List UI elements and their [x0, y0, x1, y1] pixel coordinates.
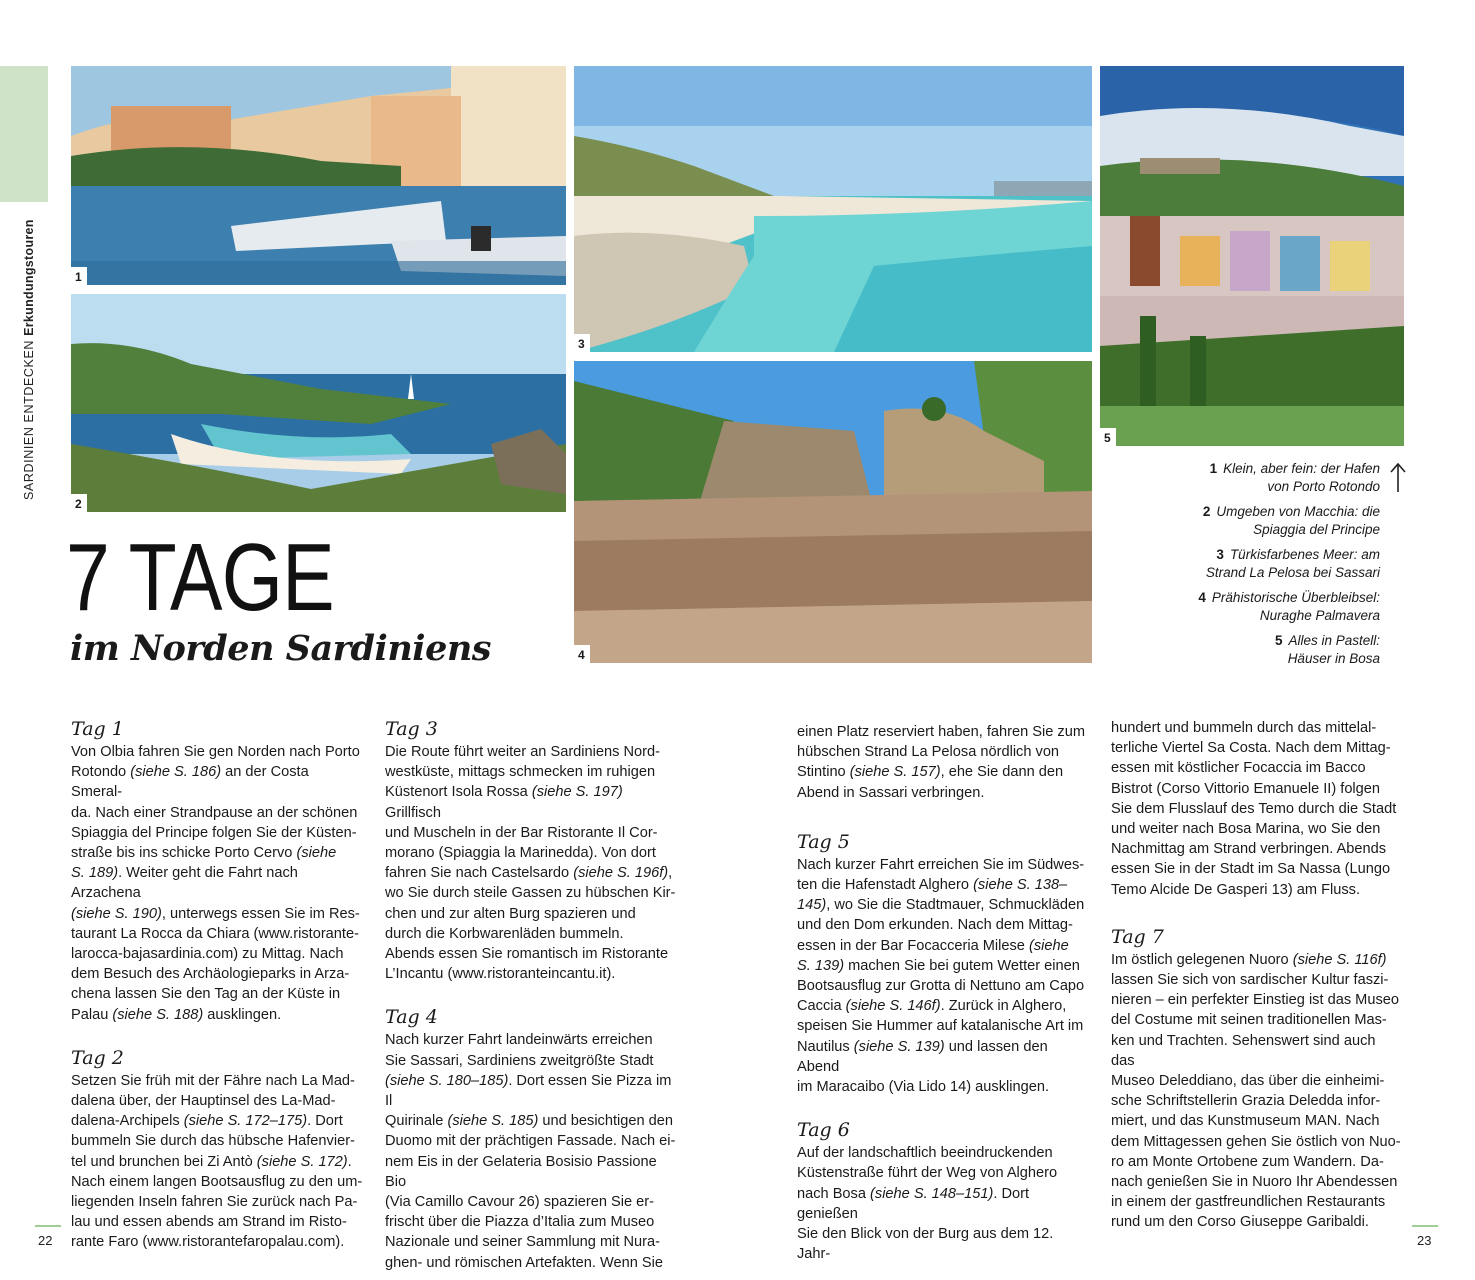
text-line — [797, 915, 1089, 935]
text-segment: Setzen Sie früh mit der Fähre nach La Mad- — [71, 1072, 355, 1089]
photo-bosa — [1100, 66, 1404, 446]
text-segment: bummeln Sie durch das hübsche Hafenvier- — [71, 1133, 355, 1150]
page-reference: (siehe S. 185) — [447, 1113, 539, 1130]
text-segment: ro am Monte Ortobene zum Wandern. Da- — [1111, 1153, 1384, 1170]
page-reference: (siehe S. 186) — [130, 764, 222, 781]
text-line — [71, 1172, 363, 1192]
text-segment: chena lassen Sie den Tag an der Küste in — [71, 986, 341, 1003]
text-line — [797, 1163, 1089, 1183]
text-line — [71, 803, 363, 823]
text-segment: larocca-bajasardinia.com) zu Mittag. Nach — [71, 946, 344, 963]
text-segment: tel und brunchen bei Zi Antò — [71, 1153, 257, 1170]
text-segment: einen Platz reserviert haben, fahren Sie zum — [797, 724, 1085, 740]
text-column-3 — [797, 722, 1089, 1264]
text-line — [1111, 799, 1403, 819]
text-segment: Rotondo — [71, 764, 131, 781]
day-heading: Tag 4 — [385, 1006, 438, 1029]
text-segment: wo Sie durch steile Gassen zu hübschen Kir- — [385, 885, 676, 902]
text-line — [797, 996, 1089, 1016]
text-segment: ghen- und römischen Artefakten. Wenn Sie — [385, 1254, 663, 1271]
text-segment: . Weiter geht die Fahrt nach Arzachena — [71, 865, 298, 902]
caption-text: Nuraghe Palmavera — [1259, 608, 1380, 623]
text-line — [71, 924, 363, 944]
text-line — [385, 1152, 677, 1192]
text-segment: Palau — [71, 1006, 113, 1023]
photo-number: 4 — [574, 645, 590, 663]
text-segment: rund um den Corso Giuseppe Garibaldi. — [1111, 1214, 1369, 1231]
page-reference: (siehe S. 190) — [71, 905, 162, 922]
chapter-color-tab — [0, 66, 48, 202]
text-segment: Museo Deleddiano, das über die einheimi- — [1111, 1073, 1385, 1090]
page-reference: (siehe S. 146f) — [845, 998, 941, 1015]
day-heading: Tag 6 — [797, 1119, 850, 1142]
text-segment: Abends essen Sie romantisch im Ristorante — [385, 946, 669, 963]
text-line — [71, 843, 363, 863]
text-segment: essen mit köstlicher Focaccia im Bacco — [1111, 760, 1366, 777]
text-segment: taurant La Rocca da Chiara (www.ristorante- — [71, 925, 359, 942]
page-number-right: 23 — [1417, 1233, 1432, 1248]
running-header — [22, 200, 42, 500]
text-line — [1111, 1111, 1403, 1131]
text-segment: L’Incantu (www.ristoranteincantu.it). — [385, 966, 616, 983]
text-segment: dalena über, der Hauptinsel des La-Mad- — [71, 1093, 336, 1110]
caption-text: Häuser in Bosa — [1287, 651, 1380, 666]
page-reference: (siehe S. 196f) — [573, 865, 669, 882]
photo-number: 5 — [1100, 428, 1116, 446]
text-segment: Von Olbia fahren Sie gen Norden nach Porto — [71, 744, 360, 760]
text-segment: . Zurück in Alghero, — [940, 998, 1067, 1015]
text-segment: speisen Sie Hummer auf katalanische Art im — [797, 1018, 1084, 1035]
text-segment: nach genießen Sie in Nuoro Ihr Abendessen — [1111, 1174, 1398, 1191]
text-line — [71, 1005, 363, 1025]
text-line — [385, 1051, 677, 1071]
text-segment: morano (Spiaggia la Marinedda). Von dort — [385, 845, 656, 862]
text-line — [797, 956, 1089, 976]
photo-number: 1 — [71, 267, 87, 285]
text-segment: Temo Alcide De Gasperi 13) am Fluss. — [1111, 881, 1360, 898]
text-line — [797, 783, 1089, 803]
text-line — [1111, 990, 1403, 1010]
text-segment: machen Sie bei gutem Wetter einen — [844, 957, 1080, 974]
text-line — [385, 843, 677, 863]
text-line — [797, 742, 1089, 762]
page-reference: (siehe S. 172–175) — [183, 1113, 308, 1130]
page-reference: S. 189) — [71, 865, 119, 882]
chapter-label: Erkundungstouren — [22, 219, 36, 336]
text-segment: Im östlich gelegenen Nuoro — [1111, 951, 1293, 968]
day-heading: Tag 7 — [1111, 925, 1164, 948]
text-line — [71, 944, 363, 964]
text-segment: Nach kurzer Fahrt landeinwärts erreichen — [385, 1032, 653, 1049]
text-segment: Caccia — [797, 998, 846, 1015]
text-segment: nem Eis in der Gelateria Bosisio Passione Bio — [385, 1153, 657, 1190]
text-segment: Nazionale und seiner Sammlung mit Nura- — [385, 1234, 660, 1251]
page-reference: (siehe S. 180–185) — [385, 1072, 509, 1089]
text-line — [71, 823, 363, 843]
text-segment: . Dort essen Sie Pizza im Il — [385, 1072, 672, 1110]
page-reference: (siehe — [1028, 937, 1069, 954]
caption-text: Spiaggia del Principe — [1253, 522, 1380, 537]
text-segment: Nach kurzer Fahrt erreichen Sie im Südwes- — [797, 856, 1085, 873]
text-segment: , — [668, 865, 673, 882]
photo-nuraghe-palmavera — [574, 361, 1092, 663]
text-segment: sche Schriftstellerin Grazia Deledda infor- — [1111, 1093, 1381, 1110]
page-reference: (siehe — [296, 845, 337, 862]
text-line — [1111, 970, 1403, 990]
text-column-4 — [1111, 718, 1403, 1233]
text-line — [385, 1232, 677, 1252]
text-line — [1111, 880, 1403, 900]
text-line — [385, 1192, 677, 1212]
text-segment: Grillfisch — [385, 804, 441, 821]
text-line — [385, 823, 677, 843]
caption-text: Alles in Pastell: — [1288, 633, 1380, 648]
text-segment: frischt über die Piazza d’Italia zum Museo — [385, 1214, 655, 1231]
text-segment: Sie dem Flusslauf des Temo durch die Stadt — [1111, 800, 1397, 817]
text-line — [1111, 779, 1403, 799]
page-reference: (siehe S. 172) — [256, 1153, 348, 1170]
page-reference: (siehe S. 157) — [849, 764, 941, 781]
text-segment: straße bis ins schicke Porto Cervo — [71, 845, 297, 862]
day-heading: Tag 1 — [71, 718, 124, 740]
text-segment: Stintino — [797, 764, 850, 781]
text-line — [385, 762, 677, 782]
text-segment: in einem der gastfreundlichen Restaurants — [1111, 1194, 1386, 1211]
caption-number: 4 — [1198, 590, 1206, 605]
caption-text: Prähistorische Überbleibsel: — [1211, 590, 1380, 605]
caption-number: 2 — [1202, 504, 1211, 519]
folio-accent — [35, 1225, 61, 1227]
text-line — [797, 1184, 1089, 1224]
page-reference: (siehe S. 148–151) — [870, 1185, 994, 1202]
page-number-left: 22 — [38, 1233, 53, 1248]
photo-captions — [1110, 460, 1380, 675]
text-segment: im Maracaibo (Via Lido 14) ausklingen. — [797, 1079, 1050, 1096]
photo-number: 2 — [71, 494, 87, 512]
text-segment: an der Costa Smeral- — [71, 764, 309, 801]
text-segment: Auf der landschaftlich beeindruckenden — [797, 1145, 1053, 1162]
text-segment: Sie den Blick von der Burg aus dem 12. Jahr- — [797, 1226, 1054, 1263]
day-body — [385, 1030, 677, 1272]
text-segment: nach Bosa — [797, 1185, 871, 1202]
day-heading: Tag 3 — [385, 718, 438, 740]
text-segment: essen Sie in der Stadt im Sa Nassa (Lungo — [1111, 861, 1391, 878]
text-line — [71, 984, 363, 1004]
photo-porto-rotondo — [71, 66, 566, 285]
text-line — [797, 976, 1089, 996]
text-line — [385, 944, 677, 964]
text-line — [385, 1030, 677, 1050]
text-segment: fahren Sie nach Castelsardo — [385, 865, 574, 882]
text-segment: hübschen Strand La Pelosa nördlich von — [797, 744, 1060, 761]
page-reference: (siehe S. 188) — [112, 1006, 204, 1023]
text-segment: essen in der Bar Focacceria Milese — [797, 937, 1029, 954]
caption-item — [1110, 503, 1380, 539]
text-line — [385, 883, 677, 903]
text-line — [71, 1071, 363, 1091]
text-line — [797, 1224, 1089, 1264]
arrow-up-icon — [1388, 462, 1408, 494]
caption-number: 5 — [1274, 633, 1283, 648]
day-heading: Tag 5 — [797, 830, 850, 853]
text-segment: Küstenstraße führt der Weg von Alghero — [797, 1165, 1058, 1182]
page-reference: (siehe S. 197) — [531, 784, 623, 801]
text-line — [797, 936, 1089, 956]
text-segment: und weiter nach Bosa Marina, wo Sie den — [1111, 821, 1381, 838]
text-line — [797, 1143, 1089, 1163]
text-line — [71, 904, 363, 924]
text-line — [385, 1071, 677, 1111]
text-line — [385, 904, 677, 924]
text-segment: Spiaggia del Principe folgen Sie der Küsten- — [71, 824, 357, 841]
caption-text: Klein, aber fein: der Hafen — [1223, 461, 1380, 476]
text-line — [1111, 758, 1403, 778]
page-subtitle: im Norden Sardiniens — [70, 628, 491, 669]
text-segment: ken und Trachten. Sehenswert sind auch das — [1111, 1032, 1376, 1069]
text-segment: Nachmittag am Strand verbringen. Abends — [1111, 841, 1387, 858]
text-line — [71, 1192, 363, 1212]
page-reference: (siehe S. 139) — [853, 1038, 945, 1055]
text-line — [385, 1131, 677, 1151]
caption-text: Umgeben von Macchia: die — [1216, 504, 1380, 519]
text-segment: chen und zur alten Burg spazieren und — [385, 905, 636, 922]
text-segment: . — [347, 1153, 352, 1170]
text-line — [797, 762, 1089, 782]
caption-text: Strand La Pelosa bei Sassari — [1205, 565, 1380, 580]
text-line — [385, 782, 677, 822]
text-line — [385, 1111, 677, 1131]
text-segment: durch die Korbwarenläden bummeln. — [385, 925, 624, 942]
text-segment: Bootsausflug zur Grotta di Nettuno am Capo — [797, 978, 1085, 995]
text-line — [71, 742, 363, 762]
page-reference: S. 139) — [797, 957, 845, 974]
text-line — [1111, 718, 1403, 738]
text-segment: Abend in Sassari verbringen. — [797, 784, 985, 801]
text-line — [71, 1091, 363, 1111]
text-segment: terliche Viertel Sa Costa. Nach dem Mittag- — [1111, 740, 1391, 757]
text-line — [797, 1077, 1089, 1097]
day-body — [797, 722, 1089, 803]
text-line — [385, 1253, 677, 1273]
text-line — [385, 964, 677, 984]
day-body — [71, 1071, 363, 1253]
text-line — [1111, 859, 1403, 879]
text-line — [1111, 950, 1403, 970]
text-line — [1111, 1152, 1403, 1172]
text-segment: Nach einem langen Bootsausflug zu den um- — [71, 1173, 363, 1190]
text-line — [385, 924, 677, 944]
text-segment: liegenden Inseln fahren Sie zurück nach Pa- — [71, 1194, 358, 1211]
text-line — [797, 855, 1089, 875]
text-segment: , unterwegs essen Sie im Res- — [161, 905, 360, 922]
day-body — [797, 855, 1089, 1097]
text-line — [71, 863, 363, 903]
text-line — [797, 1037, 1089, 1077]
text-line — [71, 1111, 363, 1131]
text-line — [71, 964, 363, 984]
text-segment: miert, und das Kunstmuseum MAN. Nach — [1111, 1113, 1380, 1130]
text-segment: Küstenort Isola Rossa — [385, 784, 532, 801]
text-segment: del Costume mit seinen traditionellen Mas- — [1111, 1012, 1387, 1029]
text-segment: und besichtigen den — [538, 1113, 674, 1130]
text-line — [1111, 1010, 1403, 1030]
text-line — [1111, 1192, 1403, 1212]
text-line — [797, 1016, 1089, 1036]
photo-number: 3 — [574, 334, 590, 352]
text-line — [71, 1212, 363, 1232]
text-line — [1111, 839, 1403, 859]
text-line — [1111, 1091, 1403, 1111]
page-title: 7 TAGE — [66, 524, 334, 631]
text-segment: . Dort — [307, 1113, 343, 1130]
text-segment: da. Nach einer Strandpause an der schönen — [71, 804, 358, 821]
text-segment: westküste, mittags schmecken im ruhigen — [385, 764, 656, 781]
text-line — [797, 722, 1089, 742]
text-segment: lau und essen abends am Strand im Risto- — [71, 1214, 347, 1231]
photo-la-pelosa — [574, 66, 1092, 352]
text-line — [385, 863, 677, 883]
text-segment: ausklingen. — [203, 1006, 282, 1023]
caption-text: von Porto Rotondo — [1267, 479, 1380, 494]
text-line — [71, 1131, 363, 1151]
text-line — [797, 895, 1089, 915]
page-reference: (siehe S. 116f) — [1292, 951, 1387, 968]
text-segment: hundert und bummeln durch das mittelal- — [1111, 720, 1377, 736]
text-line — [1111, 738, 1403, 758]
text-segment: dem Mittagessen gehen Sie östlich von Nuo- — [1111, 1133, 1401, 1150]
page-reference: (siehe S. 138– — [973, 877, 1068, 894]
text-segment: dem Besuch des Archäologieparks in Arza- — [71, 966, 350, 983]
section-label: SARDINIEN ENTDECKEN — [22, 339, 36, 500]
text-segment: Bistrot (Corso Vittorio Emanuele II) folgen — [1111, 780, 1381, 797]
day-heading: Tag 2 — [71, 1046, 124, 1069]
text-line — [71, 762, 363, 802]
caption-number: 1 — [1209, 461, 1218, 476]
day-body — [1111, 950, 1403, 1233]
text-column-1 — [71, 718, 363, 1253]
text-line — [1111, 1172, 1403, 1192]
caption-item — [1110, 460, 1380, 496]
text-line — [1111, 1132, 1403, 1152]
caption-item — [1110, 589, 1380, 625]
text-line — [1111, 1212, 1403, 1232]
text-segment: , ehe Sie dann den — [940, 764, 1064, 781]
text-line — [1111, 819, 1403, 839]
text-segment: (Via Camillo Cavour 26) spazieren Sie er- — [385, 1194, 655, 1211]
text-line — [385, 742, 677, 762]
text-line — [385, 1212, 677, 1232]
caption-text: Türkisfarbenes Meer: am — [1229, 547, 1380, 562]
text-segment: und lassen den Abend — [797, 1038, 1048, 1075]
day-body — [385, 742, 677, 984]
text-segment: lassen Sie sich von sardischer Kultur faszi- — [1111, 972, 1389, 989]
text-segment: Quirinale — [385, 1113, 448, 1130]
folio-accent — [1412, 1225, 1438, 1227]
caption-number: 3 — [1216, 547, 1224, 562]
text-line — [71, 1152, 363, 1172]
caption-item — [1110, 632, 1380, 668]
text-segment: Duomo mit der prächtigen Fassade. Nach ei- — [385, 1133, 676, 1150]
text-segment: Nautilus — [797, 1038, 854, 1055]
text-segment: rante Faro (www.ristorantefaropalau.com). — [71, 1234, 345, 1251]
text-segment: , wo Sie die Stadtmauer, Schmuckläden — [826, 897, 1085, 914]
day-body — [797, 1143, 1089, 1264]
photo-spiaggia-del-principe — [71, 294, 566, 512]
text-segment: und den Dom erkunden. Nach dem Mittag- — [797, 917, 1073, 934]
text-column-2 — [385, 718, 677, 1273]
text-line — [1111, 1031, 1403, 1071]
caption-item — [1110, 546, 1380, 582]
day-body — [71, 742, 363, 1025]
text-segment: . Dort genießen — [797, 1185, 1030, 1222]
text-segment: Die Route führt weiter an Sardiniens Nord- — [385, 744, 660, 760]
text-segment: und Muscheln in der Bar Ristorante Il Cor- — [385, 824, 658, 841]
day-body — [1111, 718, 1403, 900]
text-segment: nieren – ein perfekter Einstieg ist das Museo — [1111, 992, 1399, 1009]
text-segment: dalena-Archipels — [71, 1113, 184, 1130]
text-segment: Sie Sassari, Sardiniens zweitgrößte Stadt — [385, 1052, 654, 1069]
text-line — [797, 875, 1089, 895]
text-line — [1111, 1071, 1403, 1091]
text-line — [71, 1232, 363, 1252]
page-reference: 145) — [797, 897, 827, 914]
text-segment: ten die Hafenstadt Alghero — [797, 877, 974, 894]
